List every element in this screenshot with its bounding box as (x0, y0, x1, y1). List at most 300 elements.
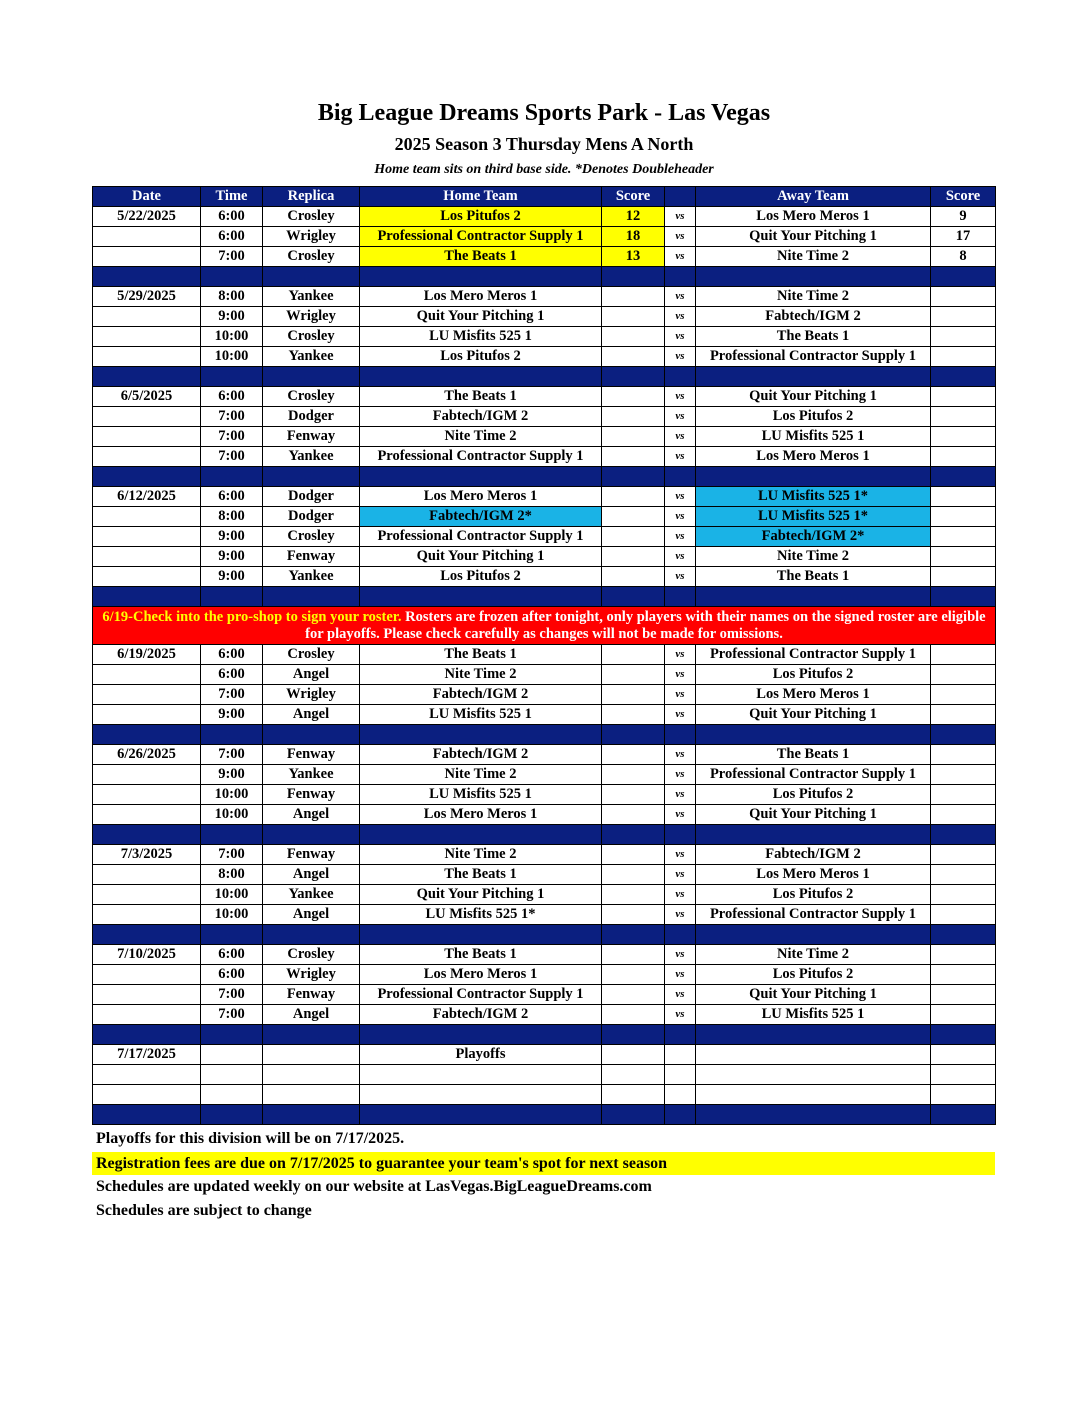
table-row (93, 865, 996, 885)
game-time: 9:00 (201, 765, 263, 785)
table-row (93, 645, 996, 665)
home-score (602, 287, 665, 307)
game-field: Fenway (263, 985, 360, 1005)
vs-label: vs (665, 447, 696, 467)
col-date: Date (93, 187, 201, 207)
home-team: The Beats 1 (360, 645, 602, 665)
away-score (931, 945, 996, 965)
separator-cell (931, 367, 996, 387)
col-away-team: Away Team (696, 187, 931, 207)
game-time: 6:00 (201, 227, 263, 247)
registration-note: Registration fees are due on 7/17/2025 to guarantee your team's spot for next season (92, 1152, 995, 1175)
home-team: Nite Time 2 (360, 427, 602, 447)
separator-cell (931, 825, 996, 845)
home-team: The Beats 1 (360, 387, 602, 407)
game-date (93, 227, 201, 247)
separator-cell (602, 587, 665, 607)
vs-label: vs (665, 945, 696, 965)
home-team: LU Misfits 525 1 (360, 327, 602, 347)
away-score (931, 705, 996, 725)
table-row (93, 705, 996, 725)
table-row (93, 685, 996, 705)
roster-notice-text: Rosters are frozen after tonight, only players with their names on the signed roster are eligible for playoffs. Please check carefully as changes will not be made for omissions. (305, 608, 986, 642)
schedule-note: Home team sits on third base side. *Denotes Doubleheader (374, 162, 714, 177)
vs-label: vs (665, 207, 696, 227)
separator-cell (201, 367, 263, 387)
separator-cell (360, 725, 602, 745)
home-team: Fabtech/IGM 2* (360, 507, 602, 527)
game-date: 6/5/2025 (93, 387, 201, 407)
vs-label: vs (665, 487, 696, 507)
away-score (931, 645, 996, 665)
table-row (93, 427, 996, 447)
away-team: Nite Time 2 (696, 247, 931, 267)
game-field: Yankee (263, 447, 360, 467)
away-score (931, 347, 996, 367)
roster-notice-highlight: 6/19-Check into the pro-shop to sign your roster. (102, 608, 402, 625)
home-score (602, 805, 665, 825)
home-team: LU Misfits 525 1* (360, 905, 602, 925)
away-team (696, 1085, 931, 1105)
separator-cell (201, 725, 263, 745)
game-time: 10:00 (201, 347, 263, 367)
separator-cell (201, 267, 263, 287)
separator-cell (665, 1105, 696, 1125)
home-score (602, 527, 665, 547)
table-row (93, 665, 996, 685)
separator-cell (696, 825, 931, 845)
separator-cell (665, 267, 696, 287)
game-time: 9:00 (201, 527, 263, 547)
home-team: Los Mero Meros 1 (360, 965, 602, 985)
game-time: 8:00 (201, 865, 263, 885)
game-date (93, 1065, 201, 1085)
separator-cell (360, 1105, 602, 1125)
game-field: Angel (263, 865, 360, 885)
home-score (602, 327, 665, 347)
game-time: 9:00 (201, 567, 263, 587)
table-row (93, 805, 996, 825)
game-date (93, 985, 201, 1005)
away-team: Professional Contractor Supply 1 (696, 645, 931, 665)
home-score (602, 1085, 665, 1105)
separator-cell (263, 1105, 360, 1125)
home-score (602, 945, 665, 965)
game-time: 10:00 (201, 885, 263, 905)
schedule-body (93, 207, 996, 1125)
week-separator (93, 1105, 996, 1125)
separator-cell (263, 267, 360, 287)
separator-cell (360, 267, 602, 287)
game-date: 6/12/2025 (93, 487, 201, 507)
away-team (696, 1045, 931, 1065)
game-time (201, 1065, 263, 1085)
home-team: The Beats 1 (360, 247, 602, 267)
game-time: 6:00 (201, 665, 263, 685)
home-team: The Beats 1 (360, 945, 602, 965)
vs-label: vs (665, 665, 696, 685)
home-team: Professional Contractor Supply 1 (360, 227, 602, 247)
separator-cell (93, 1105, 201, 1125)
game-field: Angel (263, 665, 360, 685)
home-team: Los Pitufos 2 (360, 567, 602, 587)
separator-cell (665, 925, 696, 945)
away-team: The Beats 1 (696, 745, 931, 765)
separator-cell (602, 925, 665, 945)
vs-label (665, 1045, 696, 1065)
table-row (93, 1005, 996, 1025)
separator-cell (201, 467, 263, 487)
separator-cell (93, 1025, 201, 1045)
away-score (931, 1005, 996, 1025)
separator-cell (201, 1105, 263, 1125)
table-row (93, 905, 996, 925)
away-team: Los Mero Meros 1 (696, 685, 931, 705)
separator-cell (263, 825, 360, 845)
game-time: 10:00 (201, 905, 263, 925)
separator-cell (360, 925, 602, 945)
vs-label: vs (665, 347, 696, 367)
home-score: 12 (602, 207, 665, 227)
table-row (93, 507, 996, 527)
separator-cell (263, 367, 360, 387)
away-score (931, 1045, 996, 1065)
separator-cell (201, 825, 263, 845)
separator-cell (665, 367, 696, 387)
game-date (93, 447, 201, 467)
separator-cell (665, 1025, 696, 1045)
vs-label: vs (665, 985, 696, 1005)
home-score (602, 745, 665, 765)
table-row (93, 387, 996, 407)
separator-cell (360, 1025, 602, 1045)
home-score (602, 985, 665, 1005)
away-score (931, 1065, 996, 1085)
table-row (93, 1065, 996, 1085)
home-score (602, 1005, 665, 1025)
game-field: Angel (263, 905, 360, 925)
separator-cell (665, 587, 696, 607)
vs-label: vs (665, 885, 696, 905)
table-row (93, 447, 996, 467)
away-team: LU Misfits 525 1 (696, 1005, 931, 1025)
away-score: 9 (931, 207, 996, 227)
separator-cell (201, 1025, 263, 1045)
vs-label: vs (665, 1005, 696, 1025)
vs-label: vs (665, 965, 696, 985)
table-row (93, 407, 996, 427)
home-score (602, 487, 665, 507)
game-date (93, 1085, 201, 1105)
table-row (93, 945, 996, 965)
game-time: 6:00 (201, 387, 263, 407)
game-field (263, 1085, 360, 1105)
home-team: LU Misfits 525 1 (360, 705, 602, 725)
table-row (93, 487, 996, 507)
table-row (93, 327, 996, 347)
separator-cell (93, 367, 201, 387)
away-score (931, 387, 996, 407)
game-field: Fenway (263, 785, 360, 805)
separator-cell (602, 1105, 665, 1125)
away-score (931, 1085, 996, 1105)
away-team: Quit Your Pitching 1 (696, 805, 931, 825)
away-score (931, 407, 996, 427)
roster-notice-row (93, 607, 996, 645)
game-field (263, 1045, 360, 1065)
col-home-score: Score (602, 187, 665, 207)
game-date (93, 247, 201, 267)
separator-cell (93, 587, 201, 607)
table-row (93, 965, 996, 985)
website-note: Schedules are updated weekly on our website at LasVegas.BigLeagueDreams.com (96, 1178, 652, 1195)
away-team: Los Pitufos 2 (696, 785, 931, 805)
away-team: LU Misfits 525 1* (696, 487, 931, 507)
separator-cell (931, 467, 996, 487)
table-row (93, 885, 996, 905)
game-field: Wrigley (263, 685, 360, 705)
away-score: 8 (931, 247, 996, 267)
game-date: 7/3/2025 (93, 845, 201, 865)
away-score (931, 665, 996, 685)
away-team: Quit Your Pitching 1 (696, 985, 931, 1005)
game-date: 7/17/2025 (93, 1045, 201, 1065)
game-field: Wrigley (263, 965, 360, 985)
home-team: Professional Contractor Supply 1 (360, 447, 602, 467)
separator-cell (360, 587, 602, 607)
week-separator (93, 267, 996, 287)
home-score (602, 705, 665, 725)
game-field: Yankee (263, 287, 360, 307)
separator-cell (93, 925, 201, 945)
away-team: Los Pitufos 2 (696, 665, 931, 685)
away-score (931, 427, 996, 447)
home-team: Fabtech/IGM 2 (360, 745, 602, 765)
home-score (602, 905, 665, 925)
table-row (93, 347, 996, 367)
page-subtitle: 2025 Season 3 Thursday Mens A North (394, 134, 694, 154)
game-field: Crosley (263, 327, 360, 347)
game-time: 7:00 (201, 247, 263, 267)
separator-cell (696, 267, 931, 287)
game-time: 8:00 (201, 507, 263, 527)
away-score (931, 527, 996, 547)
table-row (93, 1045, 996, 1065)
game-time: 9:00 (201, 705, 263, 725)
week-separator (93, 587, 996, 607)
away-team: Quit Your Pitching 1 (696, 227, 931, 247)
away-score (931, 745, 996, 765)
table-row (93, 845, 996, 865)
schedule-table (92, 186, 996, 1125)
vs-label: vs (665, 705, 696, 725)
separator-cell (602, 467, 665, 487)
game-date (93, 665, 201, 685)
home-score (602, 307, 665, 327)
week-separator (93, 467, 996, 487)
vs-label: vs (665, 785, 696, 805)
home-team (360, 1085, 602, 1105)
separator-cell (696, 367, 931, 387)
game-field: Wrigley (263, 307, 360, 327)
table-row (93, 1085, 996, 1105)
away-team: Los Mero Meros 1 (696, 865, 931, 885)
game-time: 7:00 (201, 427, 263, 447)
home-team: Los Mero Meros 1 (360, 805, 602, 825)
game-date (93, 527, 201, 547)
separator-cell (931, 725, 996, 745)
game-date (93, 785, 201, 805)
separator-cell (696, 1025, 931, 1045)
vs-label (665, 1085, 696, 1105)
vs-label: vs (665, 685, 696, 705)
separator-cell (263, 467, 360, 487)
separator-cell (263, 925, 360, 945)
separator-cell (696, 1105, 931, 1125)
game-time: 7:00 (201, 447, 263, 467)
away-team: Professional Contractor Supply 1 (696, 347, 931, 367)
vs-label: vs (665, 387, 696, 407)
game-field (263, 1065, 360, 1085)
vs-label: vs (665, 247, 696, 267)
game-field: Fenway (263, 547, 360, 567)
home-team: Quit Your Pitching 1 (360, 885, 602, 905)
game-date (93, 567, 201, 587)
game-time: 7:00 (201, 845, 263, 865)
vs-label: vs (665, 805, 696, 825)
away-score (931, 985, 996, 1005)
home-score (602, 387, 665, 407)
game-field: Crosley (263, 207, 360, 227)
away-score (931, 785, 996, 805)
game-time (201, 1045, 263, 1065)
game-field: Fenway (263, 427, 360, 447)
away-team: LU Misfits 525 1* (696, 507, 931, 527)
away-score (931, 447, 996, 467)
game-time: 6:00 (201, 945, 263, 965)
table-row (93, 287, 996, 307)
game-time: 9:00 (201, 547, 263, 567)
away-team: Los Pitufos 2 (696, 885, 931, 905)
away-team: Fabtech/IGM 2* (696, 527, 931, 547)
game-field: Crosley (263, 387, 360, 407)
away-score (931, 865, 996, 885)
home-team: Professional Contractor Supply 1 (360, 985, 602, 1005)
home-team: Nite Time 2 (360, 665, 602, 685)
separator-cell (602, 725, 665, 745)
home-team: Professional Contractor Supply 1 (360, 527, 602, 547)
home-team: Quit Your Pitching 1 (360, 307, 602, 327)
away-team: Nite Time 2 (696, 287, 931, 307)
col-time: Time (201, 187, 263, 207)
away-team: Quit Your Pitching 1 (696, 705, 931, 725)
game-time: 6:00 (201, 487, 263, 507)
away-score (931, 885, 996, 905)
week-separator (93, 725, 996, 745)
away-score (931, 845, 996, 865)
home-score (602, 567, 665, 587)
separator-cell (665, 825, 696, 845)
vs-label (665, 1065, 696, 1085)
col-home-team: Home Team (360, 187, 602, 207)
col-vs (665, 187, 696, 207)
away-score (931, 805, 996, 825)
separator-cell (665, 725, 696, 745)
away-team: Professional Contractor Supply 1 (696, 905, 931, 925)
table-row (93, 765, 996, 785)
game-time: 6:00 (201, 965, 263, 985)
away-team: Nite Time 2 (696, 547, 931, 567)
game-date (93, 327, 201, 347)
separator-cell (602, 267, 665, 287)
game-time: 10:00 (201, 805, 263, 825)
away-score (931, 765, 996, 785)
vs-label: vs (665, 287, 696, 307)
game-field: Dodger (263, 487, 360, 507)
vs-label: vs (665, 745, 696, 765)
col-away-score: Score (931, 187, 996, 207)
separator-cell (93, 725, 201, 745)
game-date (93, 1005, 201, 1025)
vs-label: vs (665, 547, 696, 567)
home-score (602, 685, 665, 705)
home-team: The Beats 1 (360, 865, 602, 885)
game-field: Yankee (263, 567, 360, 587)
home-team: Nite Time 2 (360, 845, 602, 865)
away-team: LU Misfits 525 1 (696, 427, 931, 447)
vs-label: vs (665, 765, 696, 785)
home-score (602, 447, 665, 467)
away-score (931, 685, 996, 705)
game-field: Crosley (263, 527, 360, 547)
separator-cell (201, 925, 263, 945)
game-time: 7:00 (201, 685, 263, 705)
away-score (931, 567, 996, 587)
away-score (931, 287, 996, 307)
game-date (93, 865, 201, 885)
separator-cell (201, 587, 263, 607)
home-team: Fabtech/IGM 2 (360, 685, 602, 705)
home-score: 13 (602, 247, 665, 267)
home-team: Fabtech/IGM 2 (360, 407, 602, 427)
away-team: Los Mero Meros 1 (696, 447, 931, 467)
game-date (93, 965, 201, 985)
week-separator (93, 367, 996, 387)
game-date: 6/19/2025 (93, 645, 201, 665)
home-score (602, 427, 665, 447)
table-row (93, 785, 996, 805)
week-separator (93, 825, 996, 845)
game-field: Crosley (263, 247, 360, 267)
home-score (602, 645, 665, 665)
table-row (93, 567, 996, 587)
vs-label: vs (665, 645, 696, 665)
separator-cell (360, 367, 602, 387)
game-field: Angel (263, 1005, 360, 1025)
table-row (93, 985, 996, 1005)
separator-cell (696, 467, 931, 487)
game-time: 6:00 (201, 645, 263, 665)
game-date: 6/26/2025 (93, 745, 201, 765)
away-team: Professional Contractor Supply 1 (696, 765, 931, 785)
separator-cell (665, 467, 696, 487)
home-score (602, 665, 665, 685)
home-team: Los Mero Meros 1 (360, 287, 602, 307)
away-score (931, 307, 996, 327)
game-date (93, 507, 201, 527)
home-score (602, 407, 665, 427)
game-date (93, 547, 201, 567)
